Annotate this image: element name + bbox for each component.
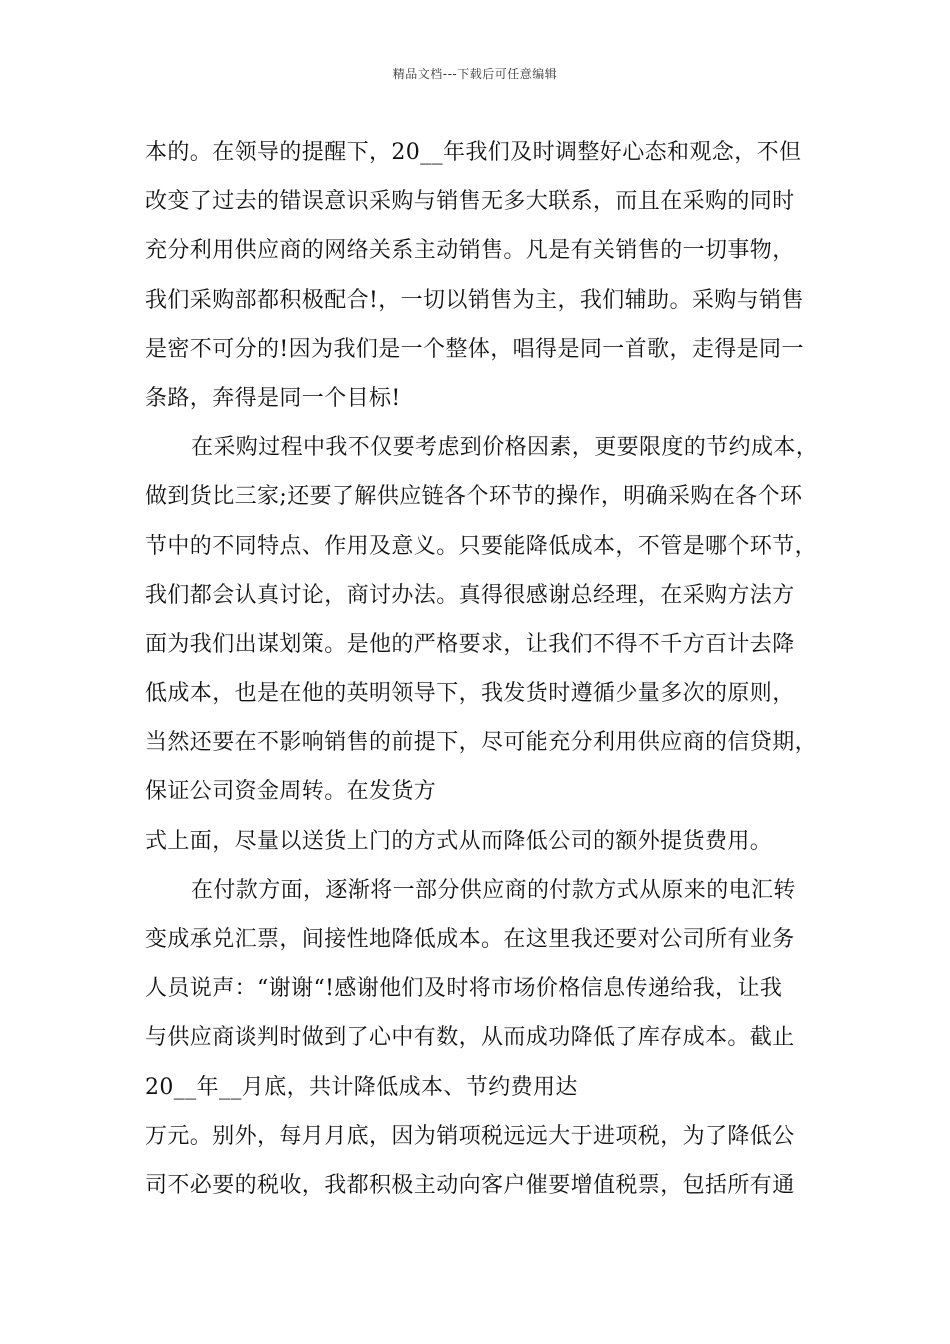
text-line: 面为我们出谋划策。是他的严格要求，让我们不得不千方百计去降 [145,631,795,657]
text-line: 低成本，也是在他的英明领导下，我发货时遵循少量多次的原则， [145,681,795,707]
text-line: 20__年__月底，共计降低成本、节约费用达 [145,1074,578,1100]
text-line: 我们都会认真讨论，商讨办法。真得很感谢总经理，在采购方法方 [145,582,795,608]
text-line: 节中的不同特点、作用及意义。只要能降低成本，不管是哪个环节， [145,533,818,559]
text-line: 万元。别外，每月月底，因为销项税远远大于进项税，为了降低公 [145,1123,795,1149]
text-line: 与供应商谈判时做到了心中有数，从而成功降低了库存成本。截止 [145,1025,795,1051]
text-line: 改变了过去的错误意识采购与销售无多大联系，而且在采购的同时 [145,189,795,215]
text-line: 做到货比三家;还要了解供应链各个环节的操作，明确采购在各个环 [145,484,803,510]
text-line: 是密不可分的!因为我们是一个整体，唱得是同一首歌，走得是同一 [145,336,804,362]
text-line: 在付款方面，逐渐将一部分供应商的付款方式从原来的电汇转 [191,877,796,903]
text-line: 我们采购部都积极配合!，一切以销售为主，我们辅助。采购与销售 [145,287,804,313]
text-line: 在采购过程中我不仅要考虑到价格因素，更要限度的节约成本， [191,435,819,461]
text-line: 充分利用供应商的网络关系主动销售。凡是有关销售的一切事物， [145,238,795,264]
text-line: 当然还要在不影响销售的前提下，尽可能充分利用供应商的信贷期， [145,730,818,756]
text-line: 司不必要的税收，我都积极主动向客户催要增值税票，包括所有通 [145,1172,795,1198]
text-line: 式上面，尽量以送货上门的方式从而降低公司的额外提货费用。 [145,828,773,854]
text-line: 保证公司资金周转。在发货方 [145,779,437,805]
text-line: 本的。在领导的提醒下，20__年我们及时调整好心态和观念，不但 [145,140,802,165]
text-line: 变成承兑汇票，间接性地降低成本。在这里我还要对公司所有业务 [145,927,795,952]
document-body [145,128,845,1210]
text-line: 条路，奔得是同一个目标! [145,385,401,411]
page-header: 精品文档---下载后可任意编辑 [392,67,558,81]
text-line: 人员说声：“谢谢“!感谢他们及时将市场价格信息传递给我，让我 [145,976,783,1002]
